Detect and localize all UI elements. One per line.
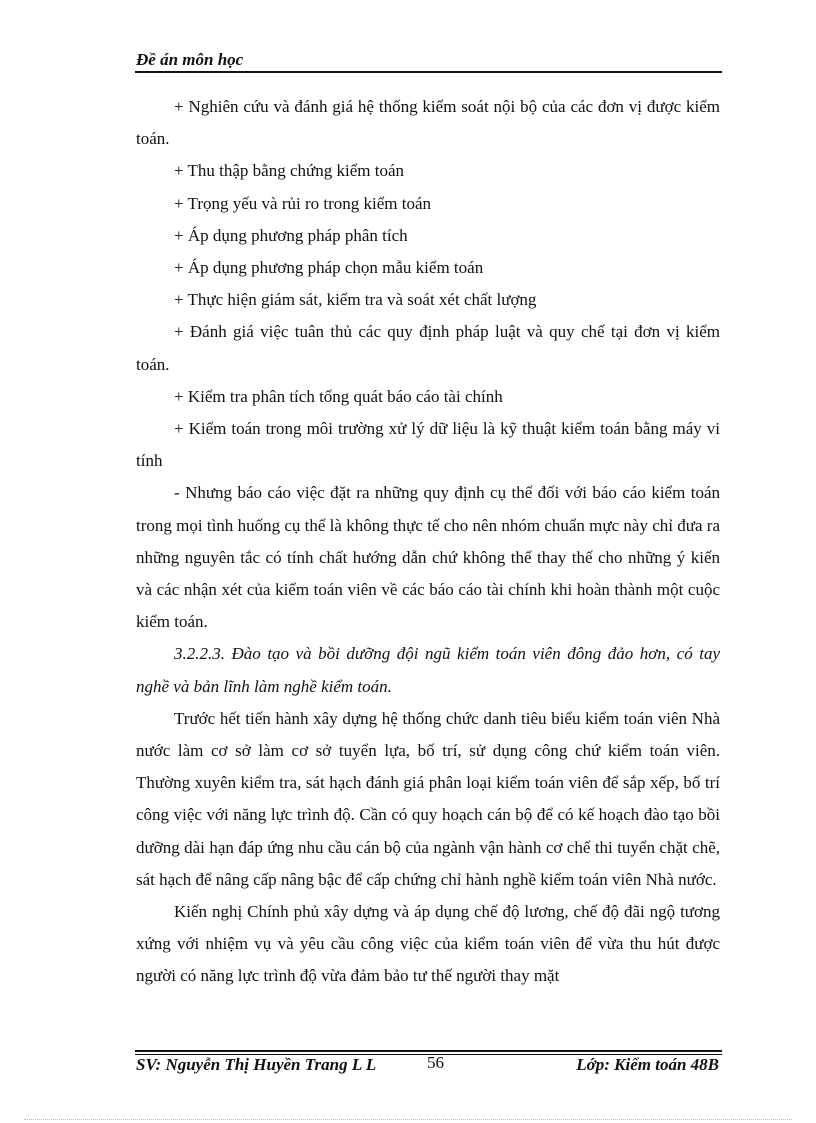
paragraph: + Thu thập bằng chứng kiểm toán — [174, 161, 404, 181]
page-number: 56 — [427, 1053, 444, 1072]
paragraph: + Thực hiện giám sát, kiểm tra và soát xét chất lượng — [174, 290, 537, 310]
paragraph: + Áp dụng phương pháp phân tích — [174, 225, 408, 245]
paragraph: Kiến nghị Chính phủ xây dựng và áp dụng chế độ lương, chế độ đãi ngộ tương xứng với nhiệm vụ và yêu cầu công việc của kiểm toán viên để vừa thu hút được người có năng lực trình độ vừa đảm bảo tư thế người thay mặt — [136, 902, 720, 986]
paragraph: + Nghiên cứu và đánh giá hệ thống kiểm soát nội bộ của các đơn vị được kiểm toán. — [136, 97, 720, 149]
header-rule — [135, 71, 722, 73]
header-title: Đề án môn học — [136, 50, 244, 69]
paragraph: Trước hết tiến hành xây dựng hệ thống chức danh tiêu biểu kiểm toán viên Nhà nước làm cơ sở làm cơ sở tuyển lựa, bố trí, sử dụng công chứ kiểm toán viên. Thường xuyên kiểm tra, sát hạch đánh giá phân loại kiểm toán viên để sắp xếp, bố trí công việc với năng lực trình độ. Cần có quy hoạch cán bộ để có kế hoạch đào tạo bồi dưỡng dài hạn đáp ứng nhu cầu cán bộ của ngành vận hành cơ chế thi tuyển chặt chẽ, sát hạch để nâng cấp nâng bậc để cấp chứng chỉ hành nghề kiểm toán viên Nhà nước. — [136, 708, 720, 889]
paragraph: - Nhưng báo cáo việc đặt ra những quy định cụ thể đối với báo cáo kiểm toán trong mọi tình huống cụ thể là không thực tế cho nên nhóm chuẩn mực này chỉ đưa ra những nguyên tắc có tính chất hướng dẫn chứ không thể thay thế cho những ý kiến và các nhận xét của kiểm toán viên về các báo cáo tài chính khi hoàn thành một cuộc kiểm toán. — [136, 483, 720, 632]
paragraph: + Trọng yếu và rủi ro trong kiểm toán — [174, 193, 432, 213]
paragraph: + Kiểm tra phân tích tổng quát báo cáo tài chính — [174, 386, 503, 406]
section-heading: 3.2.2.3. Đào tạo và bồi dưỡng đội ngũ kiểm toán viên đông đảo hơn, có tay nghề và bản lĩnh làm nghề kiểm toán. — [136, 644, 720, 696]
paragraph: + Đánh giá việc tuân thủ các quy định pháp luật và quy chế tại đơn vị kiểm toán. — [136, 322, 720, 374]
footer-class: Lớp: Kiểm toán 48B — [576, 1055, 719, 1074]
footer-student: SV: Nguyễn Thị Huyền Trang L L — [136, 1055, 377, 1074]
paragraph: + Kiểm toán trong môi trường xử lý dữ liệu là kỹ thuật kiểm toán bằng máy vi tính — [136, 419, 720, 471]
paragraph: + Áp dụng phương pháp chọn mẫu kiểm toán — [174, 258, 484, 278]
page-bottom-dotted-rule — [24, 1119, 792, 1120]
document-body — [136, 91, 720, 993]
